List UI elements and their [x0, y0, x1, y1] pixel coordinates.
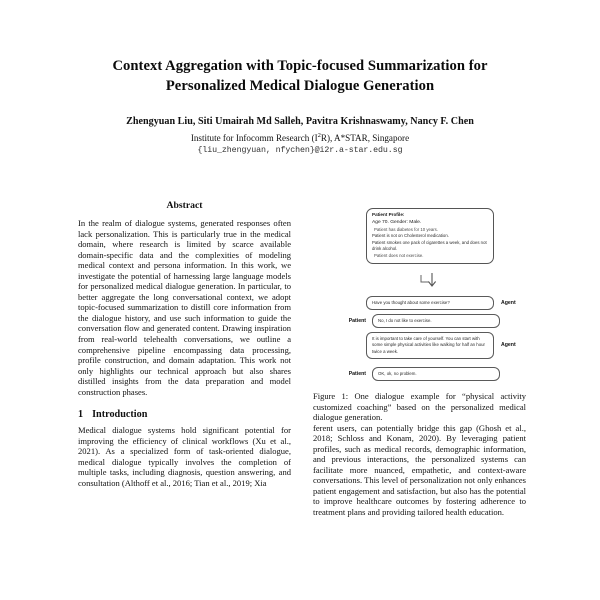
- dialogue-turn: [326, 367, 500, 381]
- affiliation-pre: Institute for Infocomm Research (I: [190, 132, 318, 143]
- title-line-1: Context Aggregation with Topic-focused Summarization for: [112, 58, 488, 74]
- abstract-text: In the realm of dialogue systems, generated responses often lack personalization. This is particularly true in the medical domain, where research is limited by scarce available domain-specific data and the complexities of modeling medical context and persona information. In this work, we investigate the potential of harnessing large language models for personalized medical dialogue generation. In particular, to better aggregate the long conversational context, we adopt topic-focused summarization to distill core information from the dialogue history, and use such information to guide the conversation flow and generated content. Drawing inspiration from real-world telehealth conversations, we outline a comprehensive pipeline encompassing data processing, profile construction, and domain adaptation. This work not only highlights our technical approach but also shares distilled insights from the data preparation and model construction phases.: [78, 218, 291, 397]
- introduction-heading: [78, 409, 291, 420]
- down-arrow-icon: [416, 272, 442, 292]
- affiliation-superscript: 2: [317, 131, 321, 139]
- dialogue-turn: [366, 296, 533, 310]
- introduction-text: Medical dialogue systems hold significant potential for improving the efficiency of clinical workflows (Xu et al., 2021). As a specialized form of task-oriented dialogue, medical dialogue typically involves the completion of multiple tasks, including diagnosis, question answering, and consultation (Althoff et al., 2016; Tian et al., 2019; Xia: [78, 425, 291, 489]
- title-line-2: Personalized Medical Dialogue Generation: [165, 78, 435, 95]
- dialogue-turn: [326, 314, 500, 328]
- affiliation: [72, 132, 528, 145]
- affiliation-post: R), A*STAR, Singapore: [320, 132, 410, 143]
- patient-profile-line: Age 70. Gender: Male.: [372, 220, 422, 226]
- patient-profile-box: [366, 208, 494, 264]
- dialogue-bubble: OK, ok, no problem.: [372, 367, 500, 381]
- left-column: [78, 200, 291, 518]
- speaker-label: Agent: [501, 342, 516, 349]
- contact-email: {liu_zhengyuan, nfychen}@i2r.a-star.edu.sg: [197, 145, 403, 155]
- right-column-text: ferent users, can potentially bridge this gap (Ghosh et al., 2018; Schloss and Konam, 2020). By leveraging patient profiles, such as medical records, demographic information, and previous interactions, the personalized systems can facilitate more nuanced, empathetic, and context-aware conversations. This level of personalization not only enhances patient engagement and satisfaction, but also has the potential to improve healthcare outcomes by fostering adherence to treatment plans and providing tailored health education.: [313, 422, 526, 517]
- author-list: Zhengyuan Liu, Siti Umairah Md Salleh, Pavitra Krishnaswamy, Nancy F. Chen: [126, 116, 474, 128]
- right-column: [313, 200, 526, 518]
- two-column-body: [78, 200, 528, 518]
- speaker-label: Patient: [348, 317, 366, 324]
- speaker-label: Agent: [501, 299, 516, 306]
- speaker-label: Patient: [348, 370, 366, 377]
- abstract-heading: Abstract: [166, 200, 203, 211]
- dialogue-bubble: It is important to take care of yourself. You can start with some simple physical activities like walking for half an hour twice a week.: [366, 332, 494, 359]
- patient-profile-line: Patient has diabetes for 10 years.: [374, 226, 439, 232]
- figure-1: [313, 200, 526, 423]
- patient-profile-line: Patient is not on Cholesterol medication.: [372, 233, 449, 239]
- figure-canvas: [313, 200, 526, 383]
- patient-profile-title: Patient Profile:: [372, 212, 405, 217]
- patient-profile-line: Patient does not exercise.: [374, 252, 424, 258]
- patient-profile-line: Patient smokes one pack of cigarettes a week, and does not drink alcohol.: [372, 239, 487, 252]
- dialogue-bubble: No, I do not like to exercise.: [372, 314, 500, 328]
- figure-caption: Figure 1: One dialogue example for “physical activity customized coaching” based on the personalized medical dialogue generation.: [313, 391, 526, 423]
- dialogue-bubble: Have you thought about some exercise?: [366, 296, 494, 310]
- section-title: Introduction: [92, 409, 148, 421]
- section-number: 1: [78, 409, 84, 421]
- dialogue-turn: [366, 332, 533, 359]
- page-title: [72, 56, 528, 96]
